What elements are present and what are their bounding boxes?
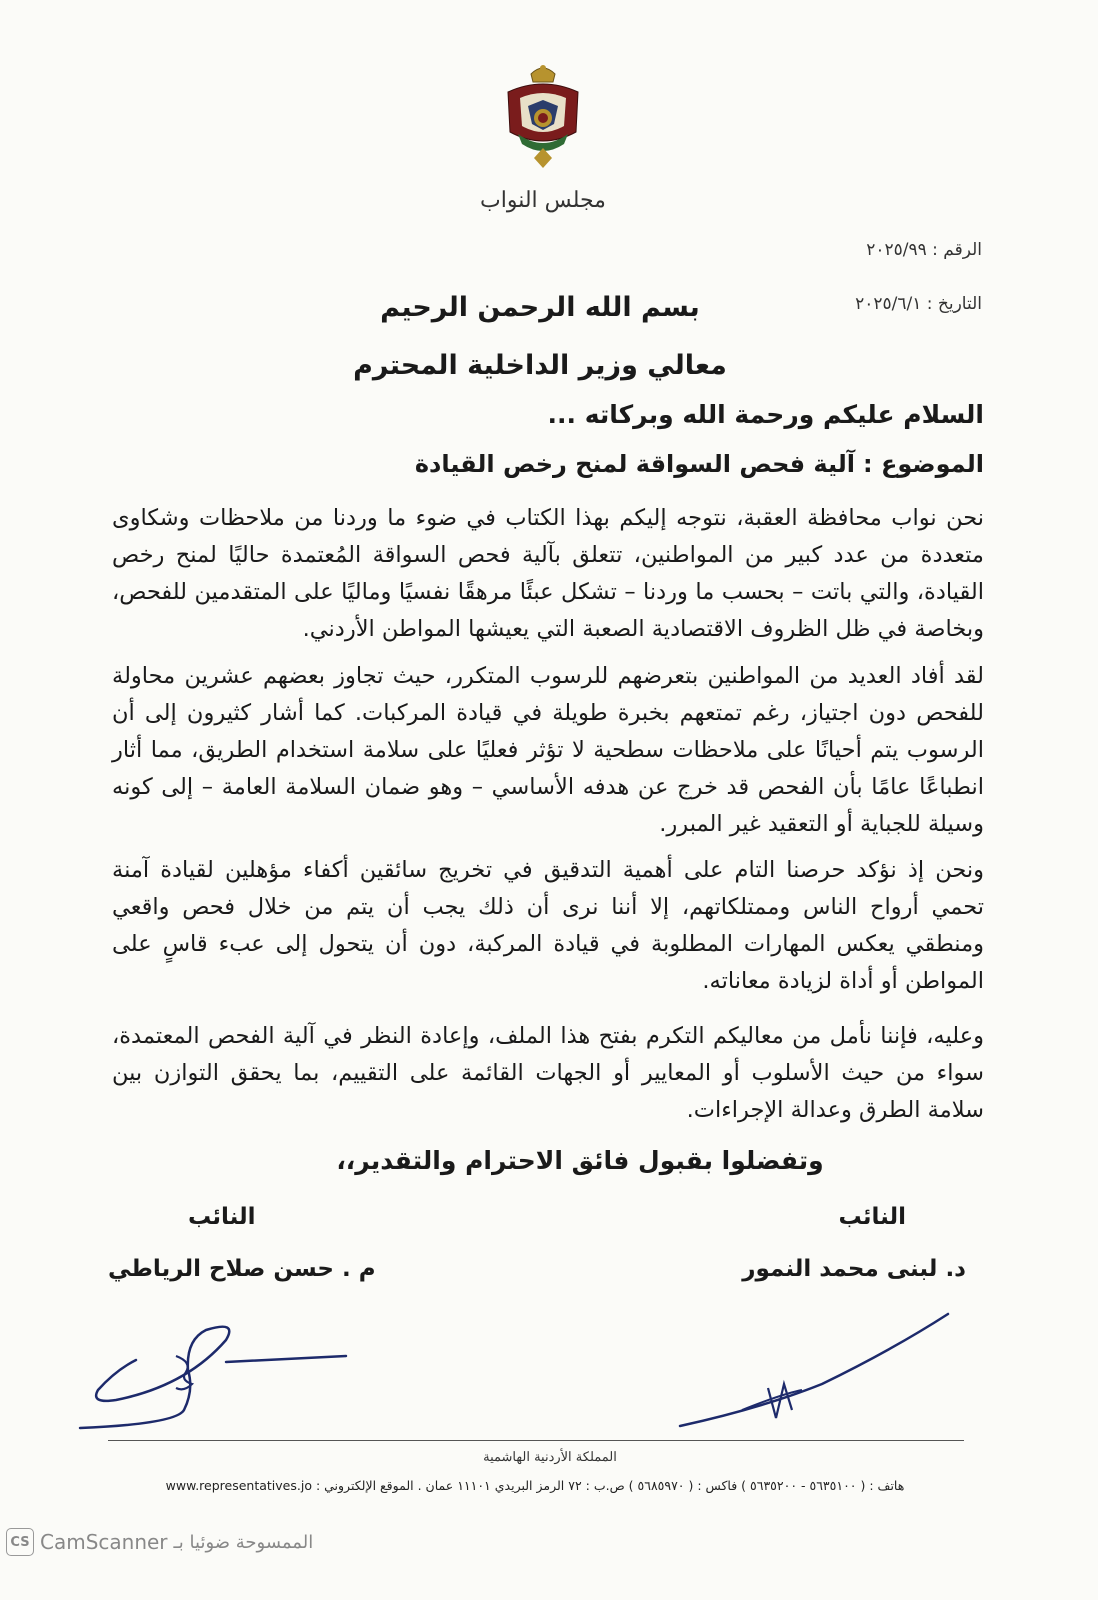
body-paragraph: لقد أفاد العديد من المواطنين بتعرضهم للرسوب المتكرر، حيث تجاوز بعضهم عشرين محاولة للفحص دون اجتياز، رغم تمتعهم بخبرة طويلة في قيادة المركبات. كما أشار كثيرون إلى أن الرسوب يتم أحيانًا على ملاحظات سطحية لا تؤثر فعليًا على سلامة استخدام الطريق، مما أثار انطباعًا عامًا بأن الفحص قد خرج عن هدفه الأساسي – وهو ضمان السلامة العامة – إلى كونه وسيلة للجباية أو التعقيد غير المبرر. — [112, 663, 984, 837]
signatory-left-name: م . حسن صلاح الرياطي — [108, 1256, 376, 1282]
signatory-left-role: النائب — [188, 1204, 256, 1230]
closing-line: وتفضلوا بقبول فائق الاحترام والتقدير،، — [336, 1146, 824, 1175]
subject-label: الموضوع : — [863, 450, 984, 478]
reference-number — [866, 240, 982, 260]
signatory-right-role: النائب — [838, 1204, 906, 1230]
footer-contact: هاتف : ( ٥٦٣٥١٠٠ - ٥٦٣٥٢٠٠ ) فاكس : ( ٥٦٨٥٩٧٠ ) ص.ب : ٧٢ الرمز البريدي ١١١٠١ عمان . الموقع الإلكتروني : www.representatives.jo — [165, 1478, 905, 1493]
reference-number-label: الرقم : — [932, 240, 982, 260]
reference-date — [855, 294, 982, 314]
signatory-right-name: د. لبنى محمد النمور — [742, 1256, 966, 1282]
footer-divider — [108, 1440, 964, 1441]
council-name: مجلس النواب — [480, 188, 606, 213]
reference-date-label: التاريخ : — [926, 294, 982, 314]
body-paragraph: نحن نواب محافظة العقبة، نتوجه إليكم بهذا الكتاب في ضوء ما وردنا من ملاحظات وشكاوى متعددة من عدد كبير من المواطنين، تتعلق بآلية فحص السواقة المُعتمدة حاليًا لمنح رخص القيادة، والتي باتت – بحسب ما وردنا – تشكل عبئًا مرهقًا نفسيًا وماليًا على المتقدمين للفحص، وبخاصة في ظل الظروف الاقتصادية الصعبة التي يعيشها المواطن الأردني. — [112, 505, 984, 642]
reference-number-value: ٢٠٢٥/٩٩ — [866, 240, 927, 260]
signature-left — [76, 1300, 366, 1440]
addressee: معالي وزير الداخلية المحترم — [353, 350, 727, 381]
subject-text: آلية فحص السواقة لمنح رخص القيادة — [414, 450, 856, 478]
scanner-watermark — [6, 1526, 313, 1558]
body-paragraph: وعليه، فإننا نأمل من معاليكم التكرم بفتح هذا الملف، وإعادة النظر في آلية الفحص المعتمدة، سواء من حيث الأسلوب أو المعايير أو الجهات القائمة على التقييم، بما يحقق التوازن بين سلامة الطرق وعدالة الإجراءات. — [112, 1023, 984, 1123]
jordan-coat-of-arms-icon — [498, 62, 588, 172]
body-paragraph: ونحن إذ نؤكد حرصنا التام على أهمية التدقيق في تخريج سائقين أكفاء مؤهلين لقيادة آمنة تحمي أرواح الناس وممتلكاتهم، إلا أننا نرى أن ذلك يجب أن يتم من خلال فحص واقعي ومنطقي يعكس المهارات المطلوبة في قيادة المركبة، دون أن يتحول إلى عبء قاسٍ على المواطن أو أداة لزيادة معاناته. — [112, 857, 984, 994]
greeting: السلام عليكم ورحمة الله وبركاته ... — [547, 400, 984, 429]
subject-line — [415, 450, 984, 478]
footer-kingdom: المملكة الأردنية الهاشمية — [483, 1450, 617, 1465]
scanner-brand: CamScanner — [40, 1530, 168, 1554]
camscanner-logo-icon: CS — [6, 1528, 34, 1556]
reference-date-value: ٢٠٢٥/٦/١ — [855, 294, 922, 314]
basmala: بسم الله الرحمن الرحيم — [380, 292, 700, 323]
scanner-label: الممسوحة ضوئيا بـ — [173, 1531, 314, 1553]
signature-right — [672, 1300, 962, 1440]
